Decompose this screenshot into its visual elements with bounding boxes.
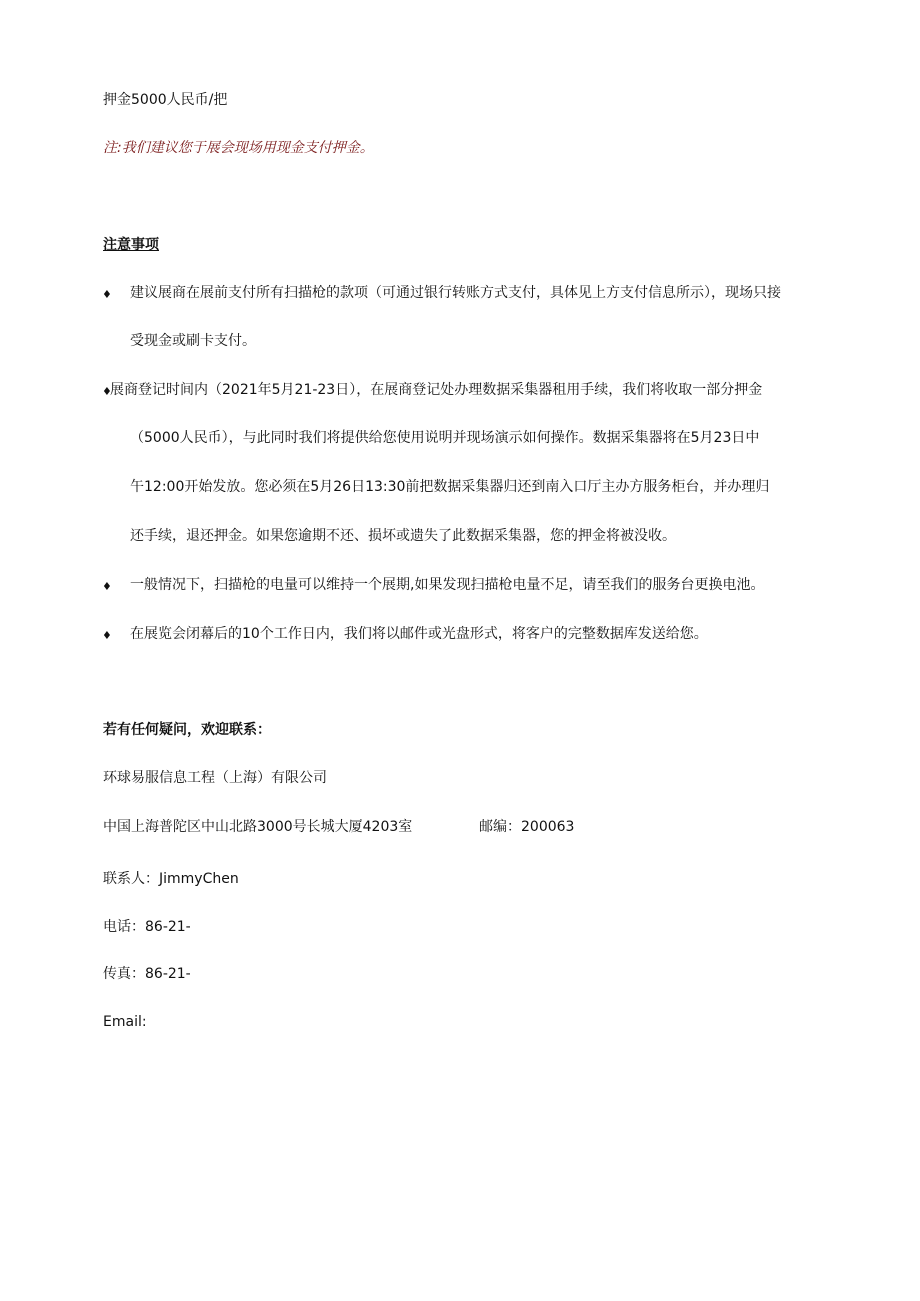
notice-item-1-line-2: 受现金或刷卡支付。	[130, 333, 256, 349]
bullet-icon: ♦	[102, 288, 112, 301]
notice-item-2-line-2: （5000人民币），与此同时我们将提供给您使用说明并现场演示如何操作。数据采集器将在5月23日中	[130, 430, 760, 446]
notice-item-4-line-1: 在展览会闭幕后的10个工作日内，我们将以邮件或光盘形式，将客户的完整数据库发送给您。	[130, 626, 708, 642]
contact-company: 环球易服信息工程（上海）有限公司	[103, 770, 327, 786]
bullet-icon: ♦	[102, 629, 112, 642]
notice-item-3-line-1: 一般情况下，扫描枪的电量可以维持一个展期,如果发现扫描枪电量不足，请至我们的服务台更换电池。	[130, 577, 765, 593]
contact-phone: 电话：86-21-	[103, 919, 191, 935]
payment-note: 注:我们建议您于展会现场用现金支付押金。	[103, 140, 374, 156]
notice-item-2-line-4: 还手续，退还押金。如果您逾期不还、损坏或遗失了此数据采集器，您的押金将被没收。	[130, 528, 676, 544]
contact-zip: 邮编：200063	[479, 819, 575, 835]
notice-item-2-line-3: 午12:00开始发放。您必须在5月26日13:30前把数据采集器归还到南入口厅主办方服务柜台，并办理归	[130, 479, 770, 495]
bullet-icon: ♦	[102, 385, 112, 398]
notice-item-2-line-1: 展商登记时间内（2021年5月21-23日），在展商登记处办理数据采集器租用手续，我们将收取一部分押金	[110, 382, 763, 398]
contact-address: 中国上海普陀区中山北路3000号长城大厦4203室	[103, 819, 413, 835]
notice-item-1-line-1: 建议展商在展前支付所有扫描枪的款项（可通过银行转账方式支付，具体见上方支付信息所示），现场只接	[130, 285, 781, 301]
contact-person: 联系人：JimmyChen	[103, 871, 239, 887]
contact-fax: 传真：86-21-	[103, 966, 191, 982]
contact-email: Email:	[103, 1014, 147, 1030]
bullet-icon: ♦	[102, 580, 112, 593]
contact-heading: 若有任何疑问，欢迎联系：	[103, 722, 271, 738]
notice-title: 注意事项	[103, 237, 159, 253]
deposit-line: 押金5000人民币/把	[103, 92, 228, 108]
